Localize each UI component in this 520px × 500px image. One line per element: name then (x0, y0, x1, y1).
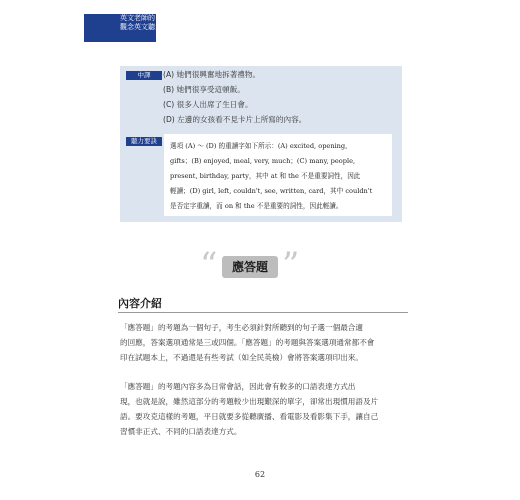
tips-line: 輕讀；(D) girl, left, couldn't, see, written, card，其中 couldn't (170, 187, 373, 195)
paragraph-2-line: 習慣非正式、不同的口語表達方式。 (120, 427, 242, 436)
translation-tag: 中譯 (126, 71, 162, 80)
translation-option-b: (B) 她們很享受這頓飯。 (163, 85, 245, 94)
page-number: 62 (254, 470, 266, 479)
translation-option-d: (D) 左邊的女孩看不見卡片上所寫的內容。 (163, 115, 307, 124)
book-title (120, 14, 210, 32)
open-quote-mark: “ (200, 245, 218, 285)
intro-divider (118, 312, 408, 313)
paragraph-2-line: 現，也就是說，雖然這部分的考題較少出現艱深的單字，卻常出現慣用語及片 (120, 397, 379, 406)
close-quote-mark: ” (282, 245, 300, 285)
paragraph-1-line: 印在試題本上，不過還是有些考試（如全民英檢）會將答案選項印出來。 (120, 353, 363, 362)
translation-option-a: (A) 她們很興奮地拆著禮物。 (163, 70, 261, 79)
paragraph-2-line: 語。要攻克這樣的考題，平日就要多從聽廣播、看電影及看影集下手，讓自己 (120, 412, 379, 421)
tips-line: present, birthday, party，其中 at 和 the 不是重要詞性，因此 (170, 172, 361, 180)
intro-heading: 內容介紹 (118, 297, 162, 310)
book-title-line-2: 觀念英文聽力 (120, 23, 162, 31)
tips-line: 是否定字重讀，而 on 和 the 不是重要的詞性，因此輕讀。 (170, 202, 343, 210)
paragraph-2-line: 「應答題」的考題內容多為日常會話，因此會有較多的口語表達方式出 (120, 382, 356, 391)
tips-line: gifts；(B) enjoyed, meal, very, much；(C) many, people, (170, 157, 356, 165)
book-title-line-1: 英文老師的 (120, 14, 155, 22)
tips-line: 選項 (A) ～ (D) 的重讀字如下所示：(A) excited, opening, (170, 142, 348, 150)
listening-tips-tag: 聽力要訣 (126, 137, 162, 146)
section-title: 應答題 (231, 260, 268, 274)
paragraph-1-line: 「應答題」的考題為一個句子，考生必須針對所聽到的句子選一個最合適 (120, 323, 363, 332)
paragraph-1-line: 的回應，答案選項通常是三或四個。「應答題」的考題與答案選項通常都不會 (120, 338, 375, 347)
translation-option-c: (C) 很多人出席了生日會。 (163, 100, 253, 109)
